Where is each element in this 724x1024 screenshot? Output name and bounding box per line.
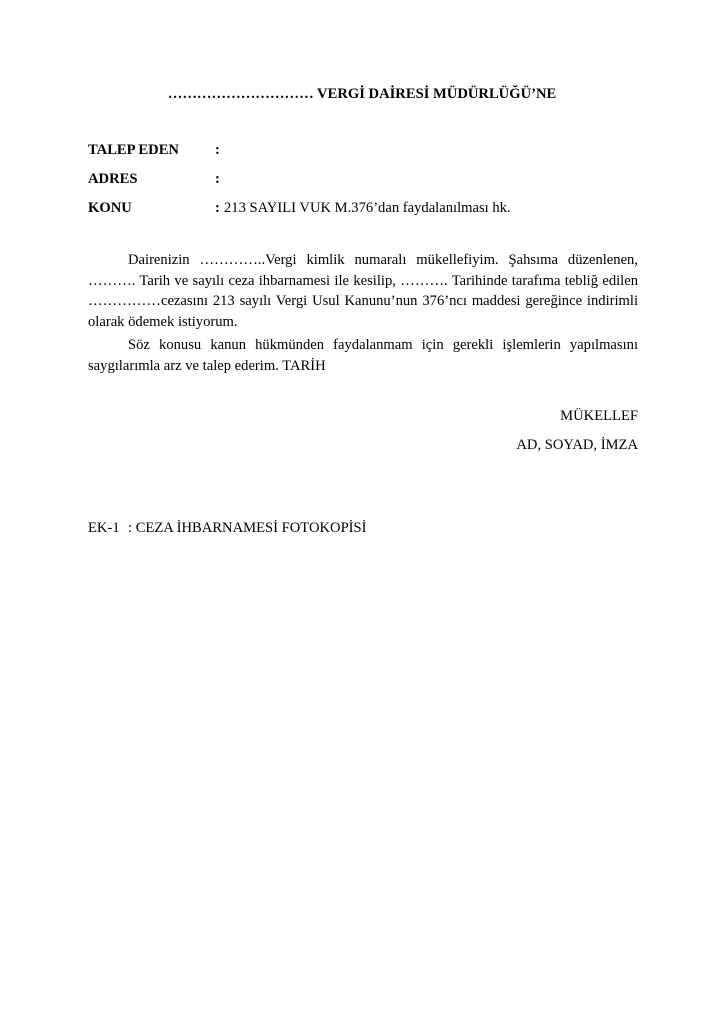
field-colon: : [215,142,220,158]
field-label: KONU [88,200,132,216]
field-label: ADRES [88,171,138,187]
field-label: TALEP EDEN [88,142,179,158]
field-colon: : [215,171,220,187]
attachment-label: EK-1 [88,520,120,536]
document-title: ………………………… VERGİ DAİRESİ MÜDÜRLÜĞÜ’NE [167,86,557,102]
attachment-value: : CEZA İHBARNAMESİ FOTOKOPİSİ [128,520,367,536]
body-paragraph: Dairenizin …………..Vergi kimlik numaralı mükellefiyim. Şahsıma düzenlenen, ………. Tarih ve sayılı ceza ihbarnamesi ile kesilip, ………. Tarihinde tarafıma tebliğ edilen ……………cezasını 213 sayılı Vergi Usul Kanunu’nun 376’ncı maddesi gereğince indirimli olarak ödemek istiyorum. [88,252,638,331]
field-colon: : [215,200,220,216]
signature-title: MÜKELLEF [560,408,638,424]
body-paragraph: Söz konusu kanun hükmünden faydalanmam için gerekli işlemlerin yapılmasını saygılarımla arz ve talep ederim. TARİH [88,337,638,374]
field-value: 213 SAYILI VUK M.376’dan faydalanılması hk. [224,200,511,216]
signature-fields: AD, SOYAD, İMZA [516,437,638,453]
